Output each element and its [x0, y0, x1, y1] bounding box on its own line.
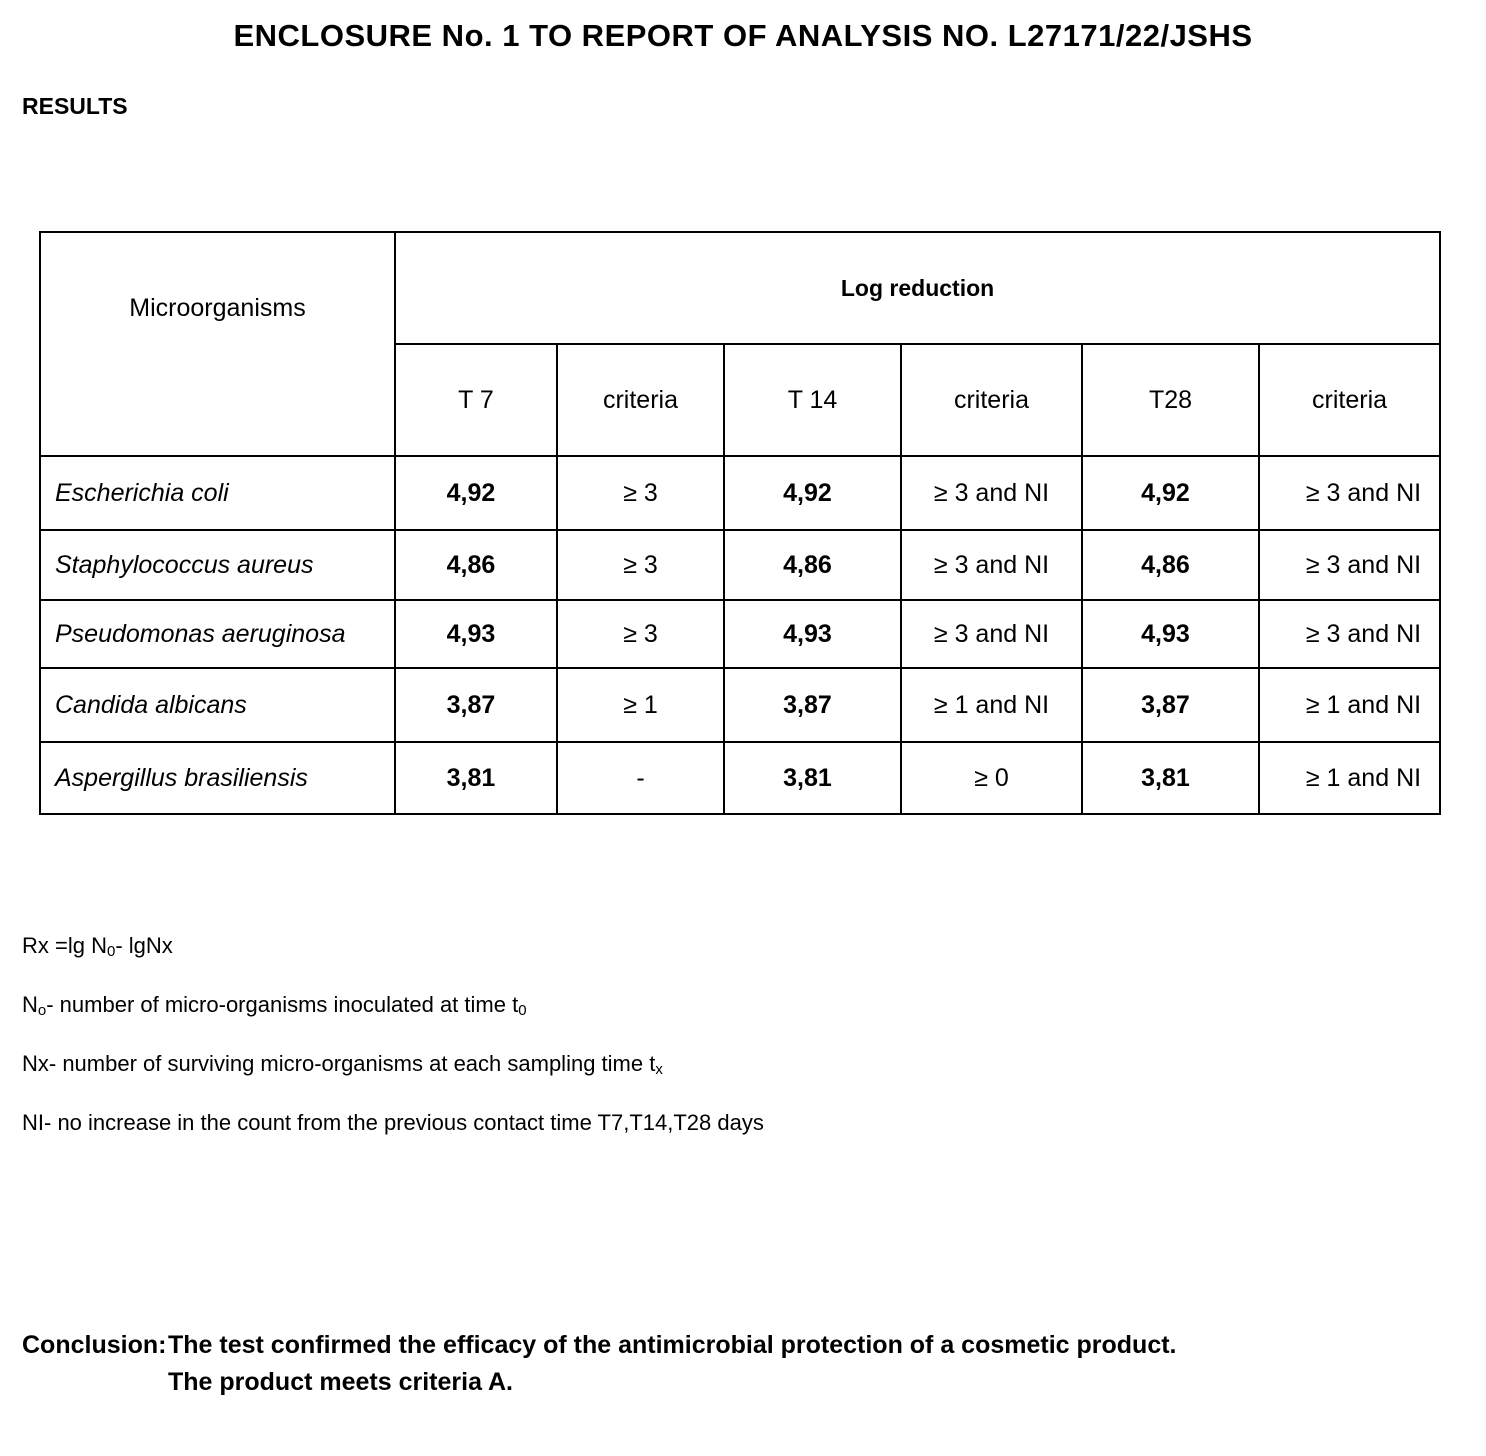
t7-criteria: -	[557, 742, 724, 814]
header-t14: T 14	[724, 344, 901, 456]
t14-value: 4,93	[724, 600, 901, 668]
results-heading: RESULTS	[22, 93, 128, 119]
results-table	[39, 231, 1441, 815]
header-criteria-t28: criteria	[1259, 344, 1440, 456]
conclusion-line-2: The product meets criteria A.	[168, 1368, 513, 1396]
t28-value: 4,86	[1082, 530, 1259, 600]
t7-criteria: ≥ 3	[557, 600, 724, 668]
conclusion-line-1	[22, 1327, 1177, 1364]
notes-section	[22, 932, 764, 1168]
t14-criteria: ≥ 3 and NI	[901, 530, 1082, 600]
nx-definition: Nx- number of surviving micro-organisms at each sampling time $t_x$	[22, 1051, 663, 1078]
t7-value: 4,92	[395, 456, 557, 530]
t28-value: 3,81	[1082, 742, 1259, 814]
organism-name: Escherichia coli	[40, 456, 395, 530]
t7-criteria: ≥ 3	[557, 456, 724, 530]
header-t7: T 7	[395, 344, 557, 456]
t28-criteria: ≥ 1 and NI	[1259, 668, 1440, 742]
t28-criteria: ≥ 3 and NI	[1259, 456, 1440, 530]
conclusion-label: Conclusion:	[22, 1331, 167, 1359]
t7-criteria: ≥ 3	[557, 530, 724, 600]
table-row	[40, 456, 1440, 530]
organism-name: Aspergillus brasiliensis	[40, 742, 395, 814]
header-microorganisms: Microorganisms	[40, 232, 395, 456]
header-log-reduction: Log reduction	[395, 232, 1440, 344]
t28-value: 4,92	[1082, 456, 1259, 530]
page-title: ENCLOSURE No. 1 TO REPORT OF ANALYSIS NO. L27171/22/JSHS	[233, 18, 1253, 53]
t14-value: 4,86	[724, 530, 901, 600]
conclusion-text: The test confirmed the efficacy of the antimicrobial protection of a cosmetic product.	[168, 1331, 1177, 1359]
organism-name: Staphylococcus aureus	[40, 530, 395, 600]
organism-name: Pseudomonas aeruginosa	[40, 600, 395, 668]
t14-criteria: ≥ 1 and NI	[901, 668, 1082, 742]
n0-definition: $N_o-$ number of micro-organisms inoculated at time $t_0$	[22, 992, 527, 1019]
t7-value: 3,87	[395, 668, 557, 742]
ni-definition: NI- no increase in the count from the previous contact time T7,T14,T28 days	[22, 1110, 764, 1135]
header-criteria-t7: criteria	[557, 344, 724, 456]
header-criteria-t14: criteria	[901, 344, 1082, 456]
conclusion	[22, 1327, 1177, 1401]
t14-value: 3,81	[724, 742, 901, 814]
t7-criteria: ≥ 1	[557, 668, 724, 742]
t14-value: 3,87	[724, 668, 901, 742]
t7-value: 4,86	[395, 530, 557, 600]
t14-criteria: ≥ 3 and NI	[901, 456, 1082, 530]
t28-value: 4,93	[1082, 600, 1259, 668]
t14-value: 4,92	[724, 456, 901, 530]
table-row	[40, 668, 1440, 742]
t28-criteria: ≥ 3 and NI	[1259, 530, 1440, 600]
t7-value: 4,93	[395, 600, 557, 668]
table-row	[40, 742, 1440, 814]
t28-value: 3,87	[1082, 668, 1259, 742]
formula-note: Rx =lg $N_0-$ lgNx	[22, 933, 173, 960]
t14-criteria: ≥ 3 and NI	[901, 600, 1082, 668]
t7-value: 3,81	[395, 742, 557, 814]
t14-criteria: ≥ 0	[901, 742, 1082, 814]
header-t28: T28	[1082, 344, 1259, 456]
t28-criteria: ≥ 3 and NI	[1259, 600, 1440, 668]
t28-criteria: ≥ 1 and NI	[1259, 742, 1440, 814]
table-row	[40, 600, 1440, 668]
organism-name: Candida albicans	[40, 668, 395, 742]
table-row	[40, 530, 1440, 600]
